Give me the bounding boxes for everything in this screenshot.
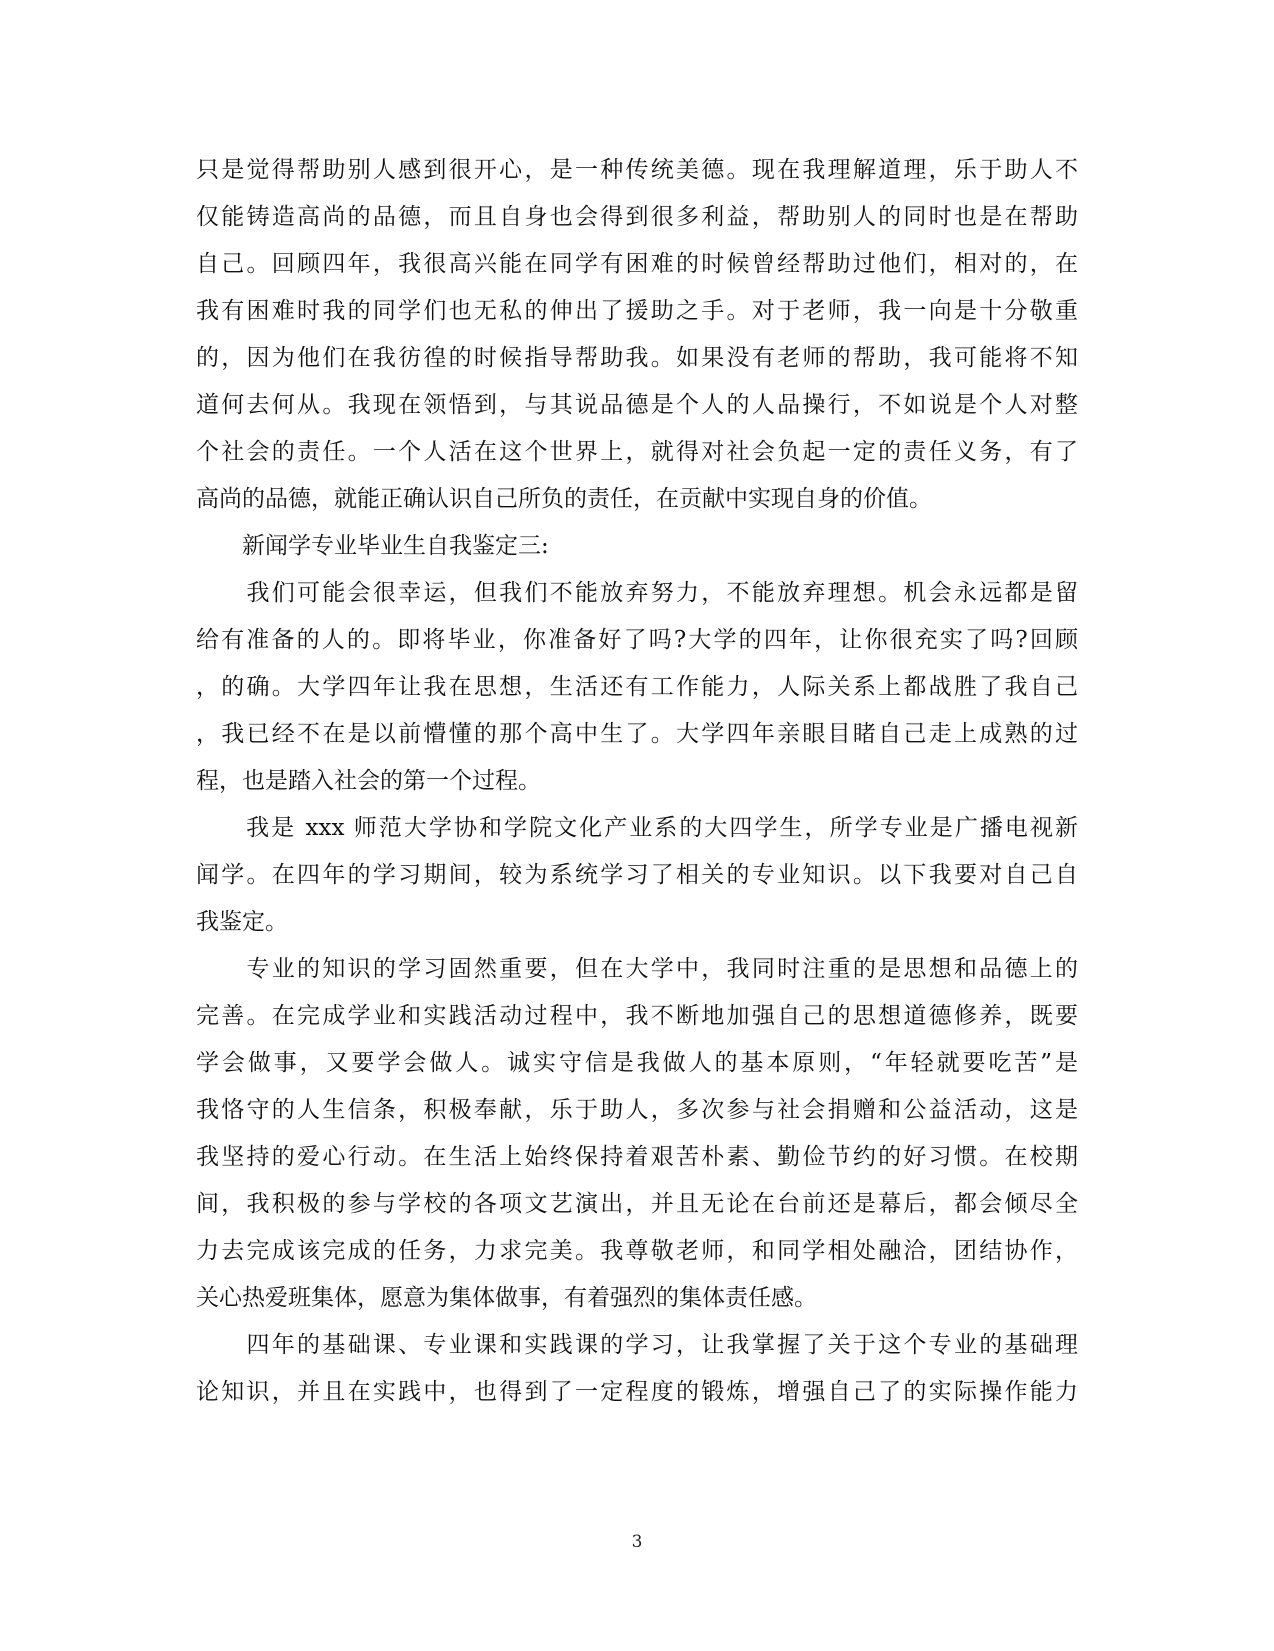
text-line: 只是觉得帮助别人感到很开心，是一种传统美德。现在我理解道理，乐于助人不 bbox=[196, 157, 1078, 183]
text-line: 仅能铸造高尚的品德，而且自身也会得到很多利益，帮助别人的同时也是在帮助 bbox=[196, 204, 1078, 230]
text-line: ，的确。大学四年让我在思想，生活还有工作能力，人际关系上都战胜了我自己 bbox=[196, 674, 1078, 700]
text-line: 程，也是踏入社会的第一个过程。 bbox=[196, 768, 541, 794]
text-line: 学会做事，又要学会做人。诚实守信是我做人的基本原则，“年轻就要吃苦”是 bbox=[196, 1050, 1078, 1076]
text-line: 关心热爱班集体，愿意为集体做事，有着强烈的集体责任感。 bbox=[196, 1285, 817, 1311]
text-line: 专业的知识的学习固然重要，但在大学中，我同时注重的是思想和品德上的 bbox=[196, 956, 1078, 982]
text-line: 高尚的品德，就能正确认识自己所负的责任，在贡献中实现自身的价值。 bbox=[196, 486, 932, 512]
text-line: 我们可能会很幸运，但我们不能放弃努力，不能放弃理想。机会永远都是留 bbox=[196, 580, 1078, 606]
text-line: 个社会的责任。一个人活在这个世界上，就得对社会负起一定的责任义务，有了 bbox=[196, 439, 1078, 465]
text-line: 我有困难时我的同学们也无私的伸出了援助之手。对于老师，我一向是十分敬重 bbox=[196, 298, 1078, 324]
text-line: 我鉴定。 bbox=[196, 909, 288, 935]
text-line: 我坚持的爱心行动。在生活上始终保持着艰苦朴素、勤俭节约的好习惯。在校期 bbox=[196, 1144, 1078, 1170]
text-line: 力去完成该完成的任务，力求完美。我尊敬老师，和同学相处融洽，团结协作， bbox=[196, 1238, 1078, 1264]
text-line: 的，因为他们在我彷徨的时候指导帮助我。如果没有老师的帮助，我可能将不知 bbox=[196, 345, 1078, 371]
text-line: ，我已经不在是以前懵懂的那个高中生了。大学四年亲眼目睹自己走上成熟的过 bbox=[196, 721, 1078, 747]
text-line: 完善。在完成学业和实践活动过程中，我不断地加强自己的思想道德修养，既要 bbox=[196, 1003, 1078, 1029]
page-number: 3 bbox=[631, 1532, 643, 1552]
text-line: 论知识，并且在实践中，也得到了一定程度的锻炼，增强自己了的实际操作能力 bbox=[196, 1379, 1078, 1405]
text-line: 给有准备的人的。即将毕业，你准备好了吗?大学的四年，让你很充实了吗?回顾 bbox=[196, 627, 1078, 653]
text-line: 间，我积极的参与学校的各项文艺演出，并且无论在台前还是幕后，都会倾尽全 bbox=[196, 1191, 1078, 1217]
section-heading: 新闻学专业毕业生自我鉴定三: bbox=[196, 533, 549, 559]
text-line: 道何去何从。我现在领悟到，与其说品德是个人的人品操行，不如说是个人对整 bbox=[196, 392, 1078, 418]
text-line: 自己。回顾四年，我很高兴能在同学有困难的时候曾经帮助过他们，相对的，在 bbox=[196, 251, 1078, 277]
text-line: 我是 xxx 师范大学协和学院文化产业系的大四学生，所学专业是广播电视新 bbox=[196, 815, 1078, 841]
text-line: 四年的基础课、专业课和实践课的学习，让我掌握了关于这个专业的基础理 bbox=[196, 1332, 1078, 1358]
text-line: 闻学。在四年的学习期间，较为系统学习了相关的专业知识。以下我要对自己自 bbox=[196, 862, 1078, 888]
text-line: 我恪守的人生信条，积极奉献，乐于助人，多次参与社会捐赠和公益活动，这是 bbox=[196, 1097, 1078, 1123]
